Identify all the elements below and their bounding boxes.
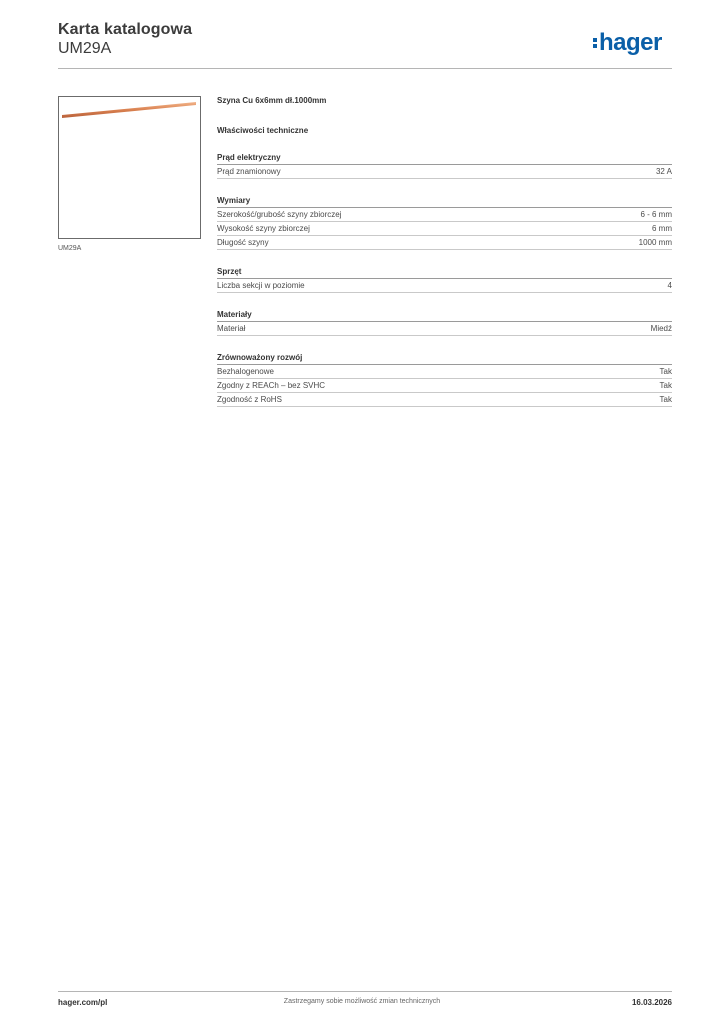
footer-divider (58, 991, 672, 992)
hager-logo (593, 30, 662, 56)
page-title: Karta katalogowa (58, 21, 193, 38)
spec-row (217, 379, 672, 393)
spec-row (217, 322, 672, 336)
spec-value: 32 A (655, 167, 672, 176)
spec-row (217, 279, 672, 293)
copper-busbar-icon (59, 97, 200, 238)
section-electrical (217, 152, 672, 179)
section-materials (217, 309, 672, 336)
product-image (58, 96, 201, 239)
spec-value: Miedź (650, 324, 672, 333)
spec-value: 4 (667, 281, 672, 290)
section-title: Zrównoważony rozwój (217, 352, 672, 365)
logo-dots-icon (593, 36, 597, 50)
spec-row (217, 236, 672, 250)
section-title: Sprzęt (217, 266, 672, 279)
product-name: Szyna Cu 6x6mm dł.1000mm (217, 96, 327, 105)
spec-row (217, 208, 672, 222)
section-equipment (217, 266, 672, 293)
logo-text: hager (599, 29, 662, 56)
spec-label: Prąd znamionowy (217, 167, 281, 176)
spec-label: Wysokość szyny zbiorczej (217, 224, 310, 233)
spec-value: 6 mm (652, 224, 672, 233)
spec-row (217, 165, 672, 179)
spec-row (217, 222, 672, 236)
spec-value: 1000 mm (638, 238, 672, 247)
product-details (217, 96, 672, 407)
footer-date: 16.03.2026 (631, 998, 672, 1007)
spec-row (217, 393, 672, 407)
spec-label: Długość szyny (217, 238, 269, 247)
spec-label: Materiał (217, 324, 246, 333)
spec-label: Zgodność z RoHS (217, 395, 282, 404)
product-image-caption: UM29A (58, 245, 82, 252)
spec-label: Bezhalogenowe (217, 367, 274, 376)
spec-label: Liczba sekcji w poziomie (217, 281, 305, 290)
footer-disclaimer: Zastrzegamy sobie możliwość zmian technicznych (283, 998, 441, 1005)
section-dimensions (217, 195, 672, 250)
section-title: Wymiary (217, 195, 672, 208)
spec-value: Tak (659, 395, 672, 404)
spec-value: Tak (659, 381, 672, 390)
section-title: Materiały (217, 309, 672, 322)
section-title: Prąd elektryczny (217, 152, 672, 165)
footer-website-link[interactable]: hager.com/pl (58, 998, 108, 1007)
spec-value: Tak (659, 367, 672, 376)
spec-label: Zgodny z REACh – bez SVHC (217, 381, 326, 390)
header-divider (58, 68, 672, 69)
section-sustainability (217, 352, 672, 407)
spec-row (217, 365, 672, 379)
spec-value: 6 - 6 mm (640, 210, 672, 219)
technical-properties-heading: Właściwości techniczne (217, 126, 309, 135)
product-code: UM29A (58, 40, 112, 57)
spec-label: Szerokość/grubość szyny zbiorczej (217, 210, 342, 219)
